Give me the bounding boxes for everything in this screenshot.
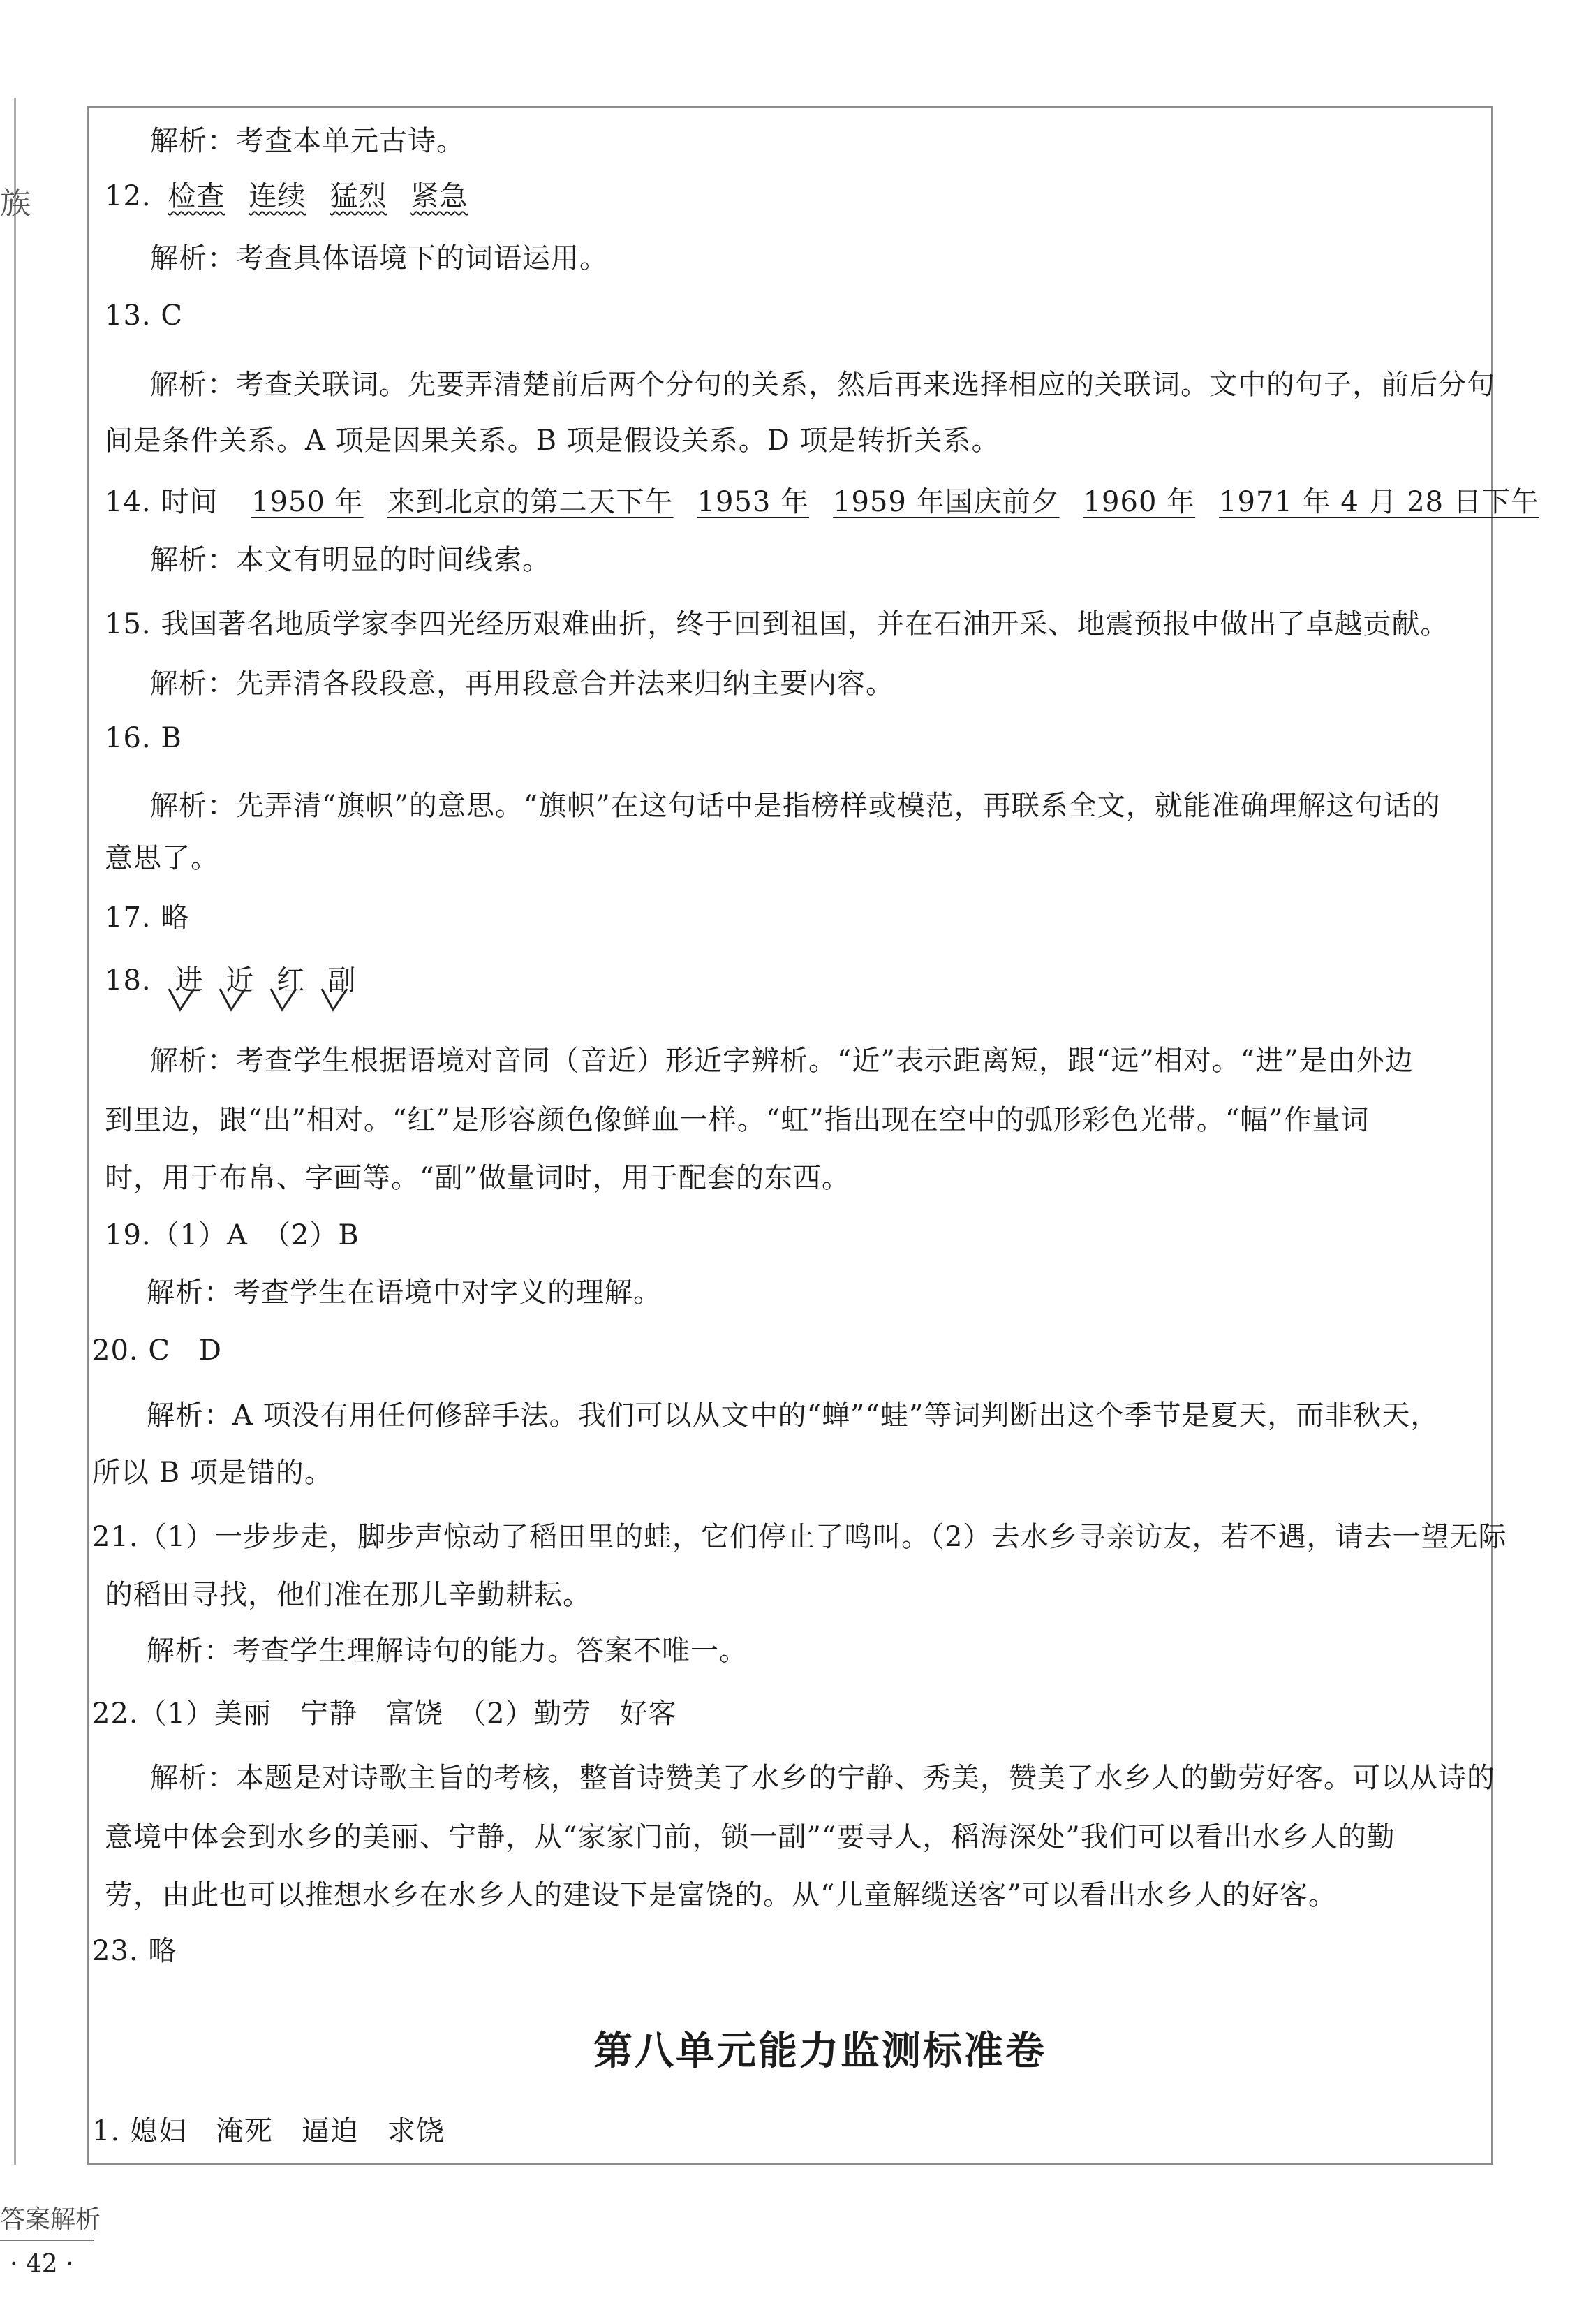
answer-18 — [105, 964, 378, 997]
margin-character: 族 — [0, 186, 31, 221]
timeline-item: 1950 年 — [251, 486, 364, 518]
analysis-16-line1: 解析：先弄清“旗帜”的意思。“旗帜”在这句话中是指榜样或模范，再联系全文，就能准确理解这句话的 — [150, 790, 1441, 822]
footer-rule — [0, 2240, 94, 2241]
answer-19: 19.（1）A （2）B — [105, 1219, 360, 1251]
answer-15: 15. 我国著名地质学家李四光经历艰难曲折，终于回到祖国，并在石油开采、地震预报中做出了卓越贡献。 — [105, 608, 1449, 640]
answer-21-line2: 的稻田寻找，他们准在那儿辛勤耕耘。 — [105, 1579, 591, 1611]
footer-label: 答案解析 — [0, 2205, 101, 2234]
marked-char — [175, 964, 203, 997]
timeline-item: 来到北京的第二天下午 — [387, 486, 674, 518]
check-mark-icon — [320, 987, 348, 1013]
answer-14 — [105, 485, 1539, 519]
timeline-item: 1971 年 4 月 28 日下午 — [1219, 486, 1539, 518]
answer-unit8-1: 1. 媳妇 淹死 逼迫 求饶 — [92, 2115, 445, 2147]
marked-char-text: 进 — [175, 964, 204, 996]
check-mark-icon — [168, 987, 195, 1013]
analysis-16-line2: 意思了。 — [105, 842, 219, 874]
answer-16: 16. B — [105, 722, 182, 754]
answer-word: 检查 — [168, 180, 225, 212]
analysis-20-line1: 解析：A 项没有用任何修辞手法。我们可以从文中的“蝉”“蛙”等词判断出这个季节是夏天，而非秋天， — [147, 1399, 1440, 1432]
analysis-13-line2: 间是条件关系。A 项是因果关系。B 项是假设关系。D 项是转折关系。 — [105, 425, 1000, 457]
analysis-20-line2: 所以 B 项是错的。 — [92, 1457, 333, 1489]
analysis-22-line3: 劳，由此也可以推想水乡在水乡人的建设下是富饶的。从“儿童解缆送客”可以看出水乡人的好客。 — [105, 1879, 1337, 1911]
timeline-item: 1959 年国庆前夕 — [833, 486, 1060, 518]
analysis-18-line3: 时，用于布帛、字画等。“副”做量词时，用于配套的东西。 — [105, 1162, 850, 1194]
item-lead: 14. 时间 — [105, 486, 219, 518]
answer-20: 20. C D — [92, 1334, 223, 1367]
section-heading: 第八单元能力监测标准卷 — [593, 2028, 1046, 2074]
timeline-item: 1960 年 — [1083, 486, 1196, 518]
timeline-item: 1953 年 — [697, 486, 810, 518]
analysis-19: 解析：考查学生在语境中对字义的理解。 — [147, 1277, 662, 1309]
analysis-18-line1: 解析：考查学生根据语境对音同（音近）形近字辨析。“近”表示距离短，跟“远”相对。“进”是由外边 — [150, 1045, 1414, 1077]
marked-char-text: 副 — [327, 964, 357, 996]
answer-word: 连续 — [249, 180, 306, 212]
answer-word: 猛烈 — [330, 180, 387, 212]
analysis-13-line1: 解析：考查关联词。先要弄清楚前后两个分句的关系，然后再来选择相应的关联词。文中的句子，前后分句 — [150, 369, 1495, 401]
marked-char — [225, 964, 254, 997]
check-mark-icon — [219, 987, 246, 1013]
gutter-rule — [14, 98, 16, 2165]
analysis-12: 解析：考查具体语境下的词语运用。 — [150, 242, 608, 274]
analysis-11: 解析：考查本单元古诗。 — [150, 125, 465, 157]
item-number: 18. — [105, 964, 151, 996]
answer-word: 紧急 — [410, 180, 468, 212]
answer-12 — [105, 179, 468, 213]
analysis-14: 解析：本文有明显的时间线索。 — [150, 544, 551, 576]
analysis-15: 解析：先弄清各段段意，再用段意合并法来归纳主要内容。 — [150, 668, 894, 700]
answer-17: 17. 略 — [105, 902, 190, 934]
answer-13: 13. C — [105, 300, 183, 332]
item-number: 12. — [105, 180, 151, 212]
answer-22: 22.（1）美丽 宁静 富饶 （2）勤劳 好客 — [92, 1698, 677, 1730]
analysis-18-line2: 到里边，跟“出”相对。“红”是形容颜色像鲜血一样。“虹”指出现在空中的弧形彩色光带。“幅”作量词 — [105, 1104, 1370, 1136]
marked-char — [276, 964, 305, 997]
answer-21-line1: 21.（1）一步步走，脚步声惊动了稻田里的蛙，它们停止了鸣叫。（2）去水乡寻亲访友，若不遇，请去一望无际 — [92, 1521, 1507, 1553]
answer-23: 23. 略 — [92, 1935, 177, 1967]
page-number: · 42 · — [10, 2250, 74, 2279]
marked-char-text: 红 — [276, 964, 306, 996]
check-mark-icon — [269, 987, 297, 1013]
marked-char — [327, 964, 356, 997]
analysis-22-line1: 解析：本题是对诗歌主旨的考核，整首诗赞美了水乡的宁静、秀美，赞美了水乡人的勤劳好客。可以从诗的 — [150, 1762, 1495, 1794]
analysis-22-line2: 意境中体会到水乡的美丽、宁静，从“家家门前，锁一副”“要寻人，稻海深处”我们可以看出水乡人的勤 — [105, 1821, 1396, 1853]
analysis-21: 解析：考查学生理解诗句的能力。答案不唯一。 — [147, 1635, 748, 1667]
marked-char-text: 近 — [225, 964, 255, 996]
